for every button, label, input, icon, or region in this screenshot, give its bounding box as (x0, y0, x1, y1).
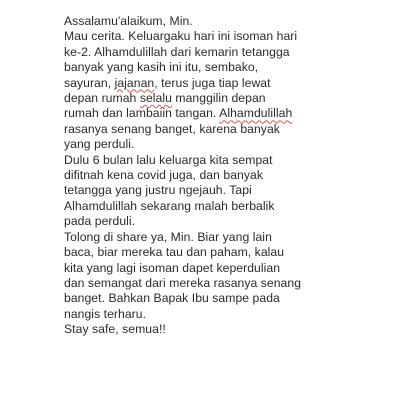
message-line: rumah dan lambaiin tangan. Alhamdulillah (64, 106, 293, 121)
message-line: tetangga yang justru ngejauh. Tapi (64, 183, 252, 198)
message-line: banget. Bahkan Bapak Ibu sampe pada (64, 291, 280, 306)
message-line: sayuran, jajanan, terus juga tiap lewat (64, 75, 271, 90)
spellcheck-flagged-word: selalu (139, 91, 172, 106)
message-line: Dulu 6 bulan lalu keluarga kita sempat (64, 152, 273, 167)
message-line-signoff: Stay safe, semua!! (64, 322, 166, 337)
message-line: Mau cerita. Keluargaku hari ini isoman hari (64, 29, 298, 44)
spellcheck-flagged-word: jajanan (114, 75, 155, 90)
message-line-greeting: Assalamu'alaikum, Min. (64, 14, 193, 28)
spellcheck-flagged-word: Alhamdulillah (219, 106, 293, 121)
message-line: difitnah kena covid juga, dan banyak (64, 168, 263, 183)
message-line: rasanya senang banget, karena banyak (64, 121, 280, 136)
message-line: kita yang lagi isoman dapet keperdulian (64, 260, 281, 275)
message-line: depan rumah selalu manggilin depan (64, 91, 266, 106)
message-line: nangis terharu. (64, 306, 147, 321)
message-line: banyak yang kasih ini itu, sembako, (64, 60, 259, 75)
message-line: pada perduli. (64, 214, 136, 229)
message-line: dan semangat dari mereka rasanya senang (64, 275, 302, 290)
message-line: Alhamdulillah sekarang malah berbalik (64, 198, 275, 213)
message-line: ke-2. Alhamdulillah dari kemarin tetangga (64, 44, 290, 59)
message-line: yang perduli. (64, 137, 135, 152)
message-body (64, 14, 354, 338)
message-line: Tolong di share ya, Min. Biar yang lain (64, 229, 272, 244)
message-panel (64, 14, 354, 338)
message-line: baca, biar mereka tau dan paham, kalau (64, 245, 285, 260)
